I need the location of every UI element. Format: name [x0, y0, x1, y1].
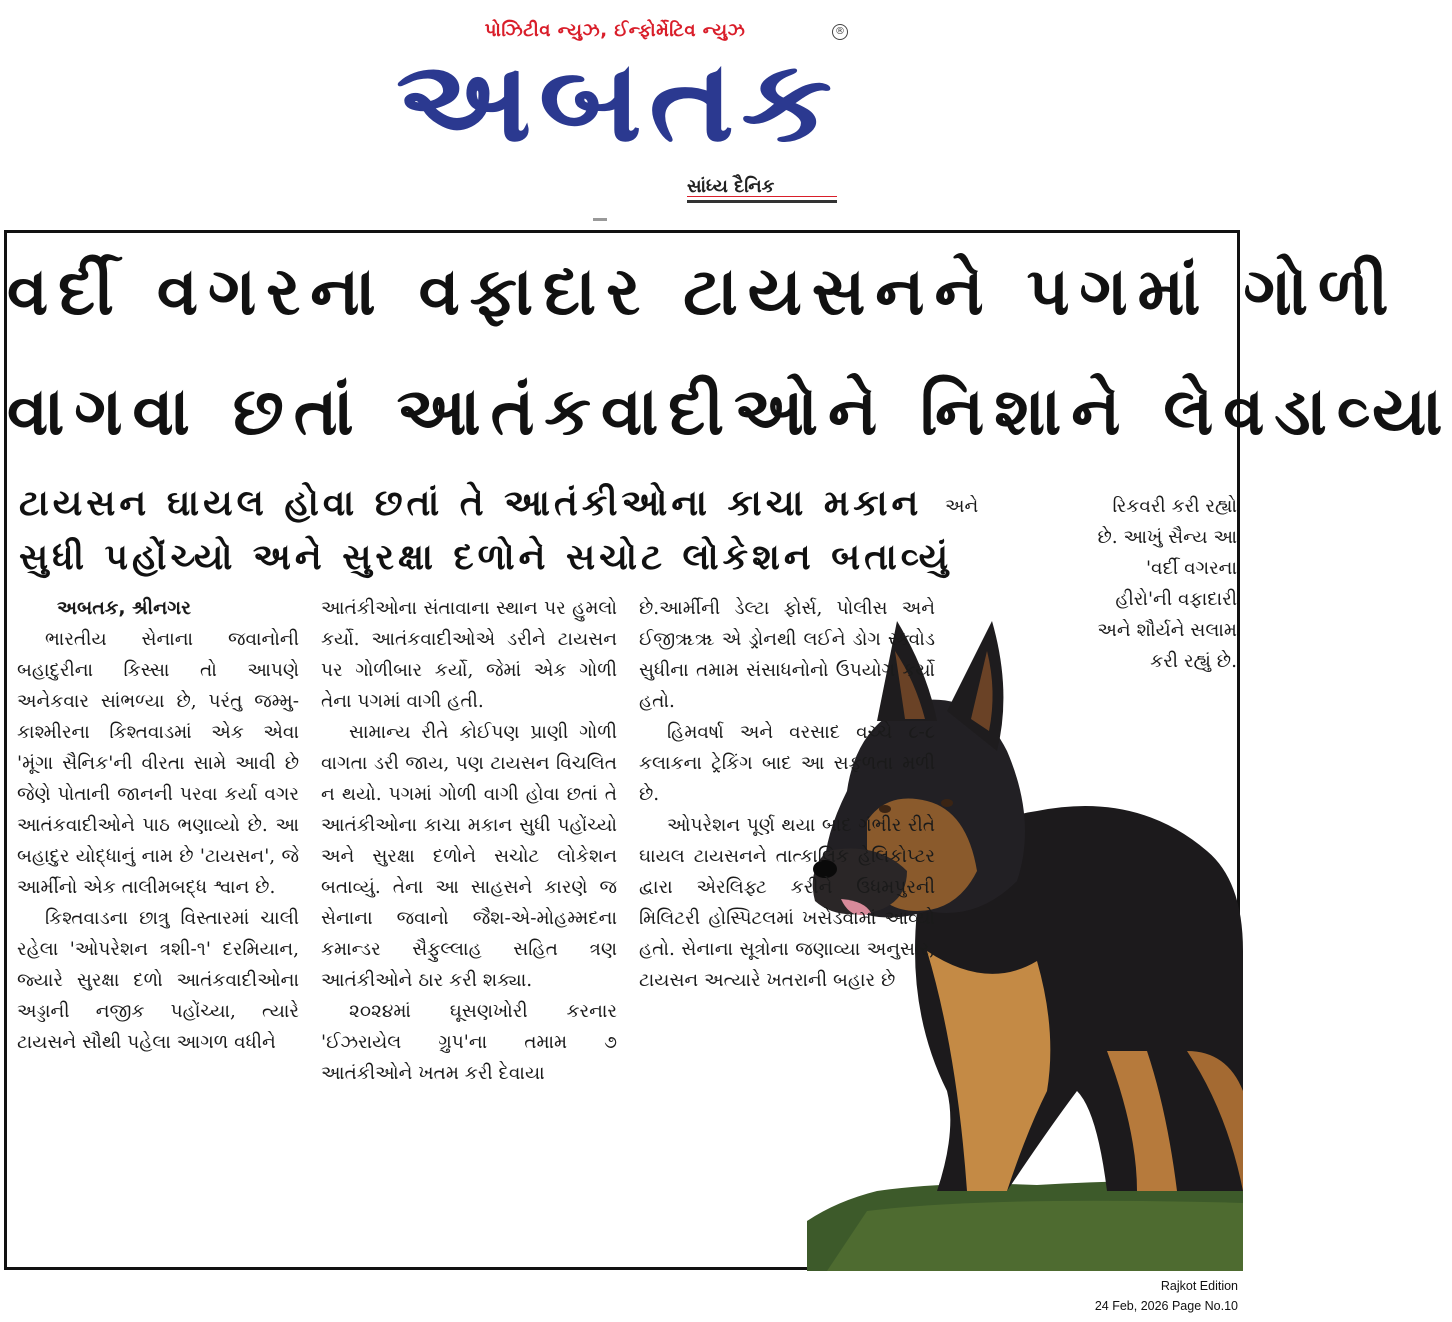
article-box [4, 230, 1452, 1270]
newspaper-logo: અબતક [395, 37, 840, 167]
column-4-paragraph: રિકવરી કરી રહ્યો છે. આખું સૈન્ય આ 'વર્દી વગરના હીરો'ની વફાદારી અને શૌર્યને સલામ કરી રહ્યું છે. [1097, 496, 1237, 672]
subbrand-rule [687, 200, 837, 203]
registered-mark: ® [832, 24, 848, 40]
article-column-3 [639, 593, 935, 996]
article-column-1 [17, 593, 299, 1058]
headline-line-1: વર્દી વગરના વફાદાર ટાયસનને પગમાં ગોળી [7, 253, 1399, 330]
headline-line-2: વાગવા છતાં આતંકવાદીઓને નિશાને લેવડાવ્યા [7, 373, 1452, 450]
column-2-paragraph-1: આતંકીઓના સંતાવાના સ્થાન પર હુમલો કર્યો. આતંકવાદીઓએ ડરીને ટાયસન પર ગોળીબાર કર્યો, જેમાં એક ગોળી તેના પગમાં વાગી હતી. [321, 598, 617, 712]
column-1-paragraph-1: ભારતીય સેનાના જવાનોની બહાદુરીના કિસ્સા તો આપણે અનેકવાર સાંભળ્યા છે, પરંતુ જમ્મુ-કાશ્મીરના કિશ્તવાડમાં એક એવા 'મૂંગા સૈનિક'ની વીરતા સામે આવી છે જેણે પોતાની જાનની પરવા કર્યા વગર આતંકવાદીઓને પાઠ ભણાવ્યો છે. આ બહાદુર યોદ્ધાનું નામ છે 'ટાયસન', જે આર્મીનો એક તાલીમબદ્ધ શ્વાન છે. [17, 629, 299, 898]
masthead-tick [593, 218, 607, 221]
masthead [395, 18, 855, 208]
masthead-subbrand: સાંધ્ય દૈનિક [687, 176, 775, 197]
masthead-tagline: પોઝિટીવ ન્યુઝ, ઈન્ફોર્મેટિવ ન્યુઝ [484, 20, 746, 41]
column-3-paragraph-1: છે.આર્મીની ડેલ્ટા ફોર્સ, પોલીસ અને ઈજીૠૠ એ ડ્રોનથી લઈને ડોગ સ્ક્વોડ સુધીના તમામ સંસાધનોનો ઉપયોગ કર્યો હતો. [639, 598, 935, 712]
date-page-label: 24 Feb, 2026 Page No.10 [1094, 1299, 1238, 1313]
dateline: અબતક, શ્રીનગર [57, 597, 191, 619]
column-2-paragraph-3: ૨૦૨૪માં ઘૂસણખોરી કરનાર 'ઈઝરાયેલ ગ્રુપ'ના તમામ ૭ આતંકીઓને ખતમ કરી દેવાયા [321, 1001, 617, 1084]
subheadline-line-1: ટાયસન ઘાયલ હોવા છતાં તે આતંકીઓના કાચા મકાન [19, 483, 923, 524]
column-2-paragraph-2: સામાન્ય રીતે કોઈપણ પ્રાણી ગોળી વાગતા ડરી જાય, પણ ટાયસન વિચલિત ન થયો. પગમાં ગોળી વાગી હોવા છતાં તે આતંકીઓના કાચા મકાન સુધી પહોંચ્યો અને સુરક્ષા દળોને સચોટ લોકેશન બતાવ્યું. તેના આ સાહસને કારણે જ સેનાના જવાનો જૈશ-એ-મોહમ્મદના કમાન્ડર સૈફુલ્લાહ સહિત ત્રણ આતંકીઓને ઠાર કરી શક્યા. [321, 722, 617, 991]
subheadline-line-2: સુધી પહોંચ્યો અને સુરક્ષા દળોને સચોટ લોકેશન બતાવ્યું [19, 537, 953, 578]
column-4-lead-word: અને [945, 496, 979, 517]
column-3-paragraph-3: ઓપરેશન પૂર્ણ થયા બાદ ગંભીર રીતે ઘાયલ ટાયસનને તાત્કાલિક હેલિકોપ્ટર દ્વારા એરલિફ્ટ કરીને ઉધમપુરની મિલિટરી હોસ્પિટલમાં ખસેડવામાં આવ્યો હતો. સેનાના સૂત્રોના જણાવ્યા અનુસાર, ટાયસન અત્યારે ખતરાની બહાર છે [639, 815, 935, 991]
article-column-2 [321, 593, 617, 1089]
edition-label: Rajkot Edition [1160, 1279, 1238, 1293]
page-footer [1095, 1276, 1238, 1316]
column-3-paragraph-2: હિમવર્ષા અને વરસાદ વચ્ચે ૮-૮ કલાકના ટ્રેકિંગ બાદ આ સફળતા મળી છે. [639, 722, 935, 805]
article-column-4 [945, 491, 1237, 677]
column-1-paragraph-2: કિશ્તવાડના છાત્રુ વિસ્તારમાં ચાલી રહેલા 'ઓપરેશન ત્રશી-૧' દરમિયાન, જ્યારે સુરક્ષા દળો આતંકવાદીઓના અડ્ડાની નજીક પહોંચ્યા, ત્યારે ટાયસને સૌથી પહેલા આગળ વધીને [17, 908, 299, 1053]
